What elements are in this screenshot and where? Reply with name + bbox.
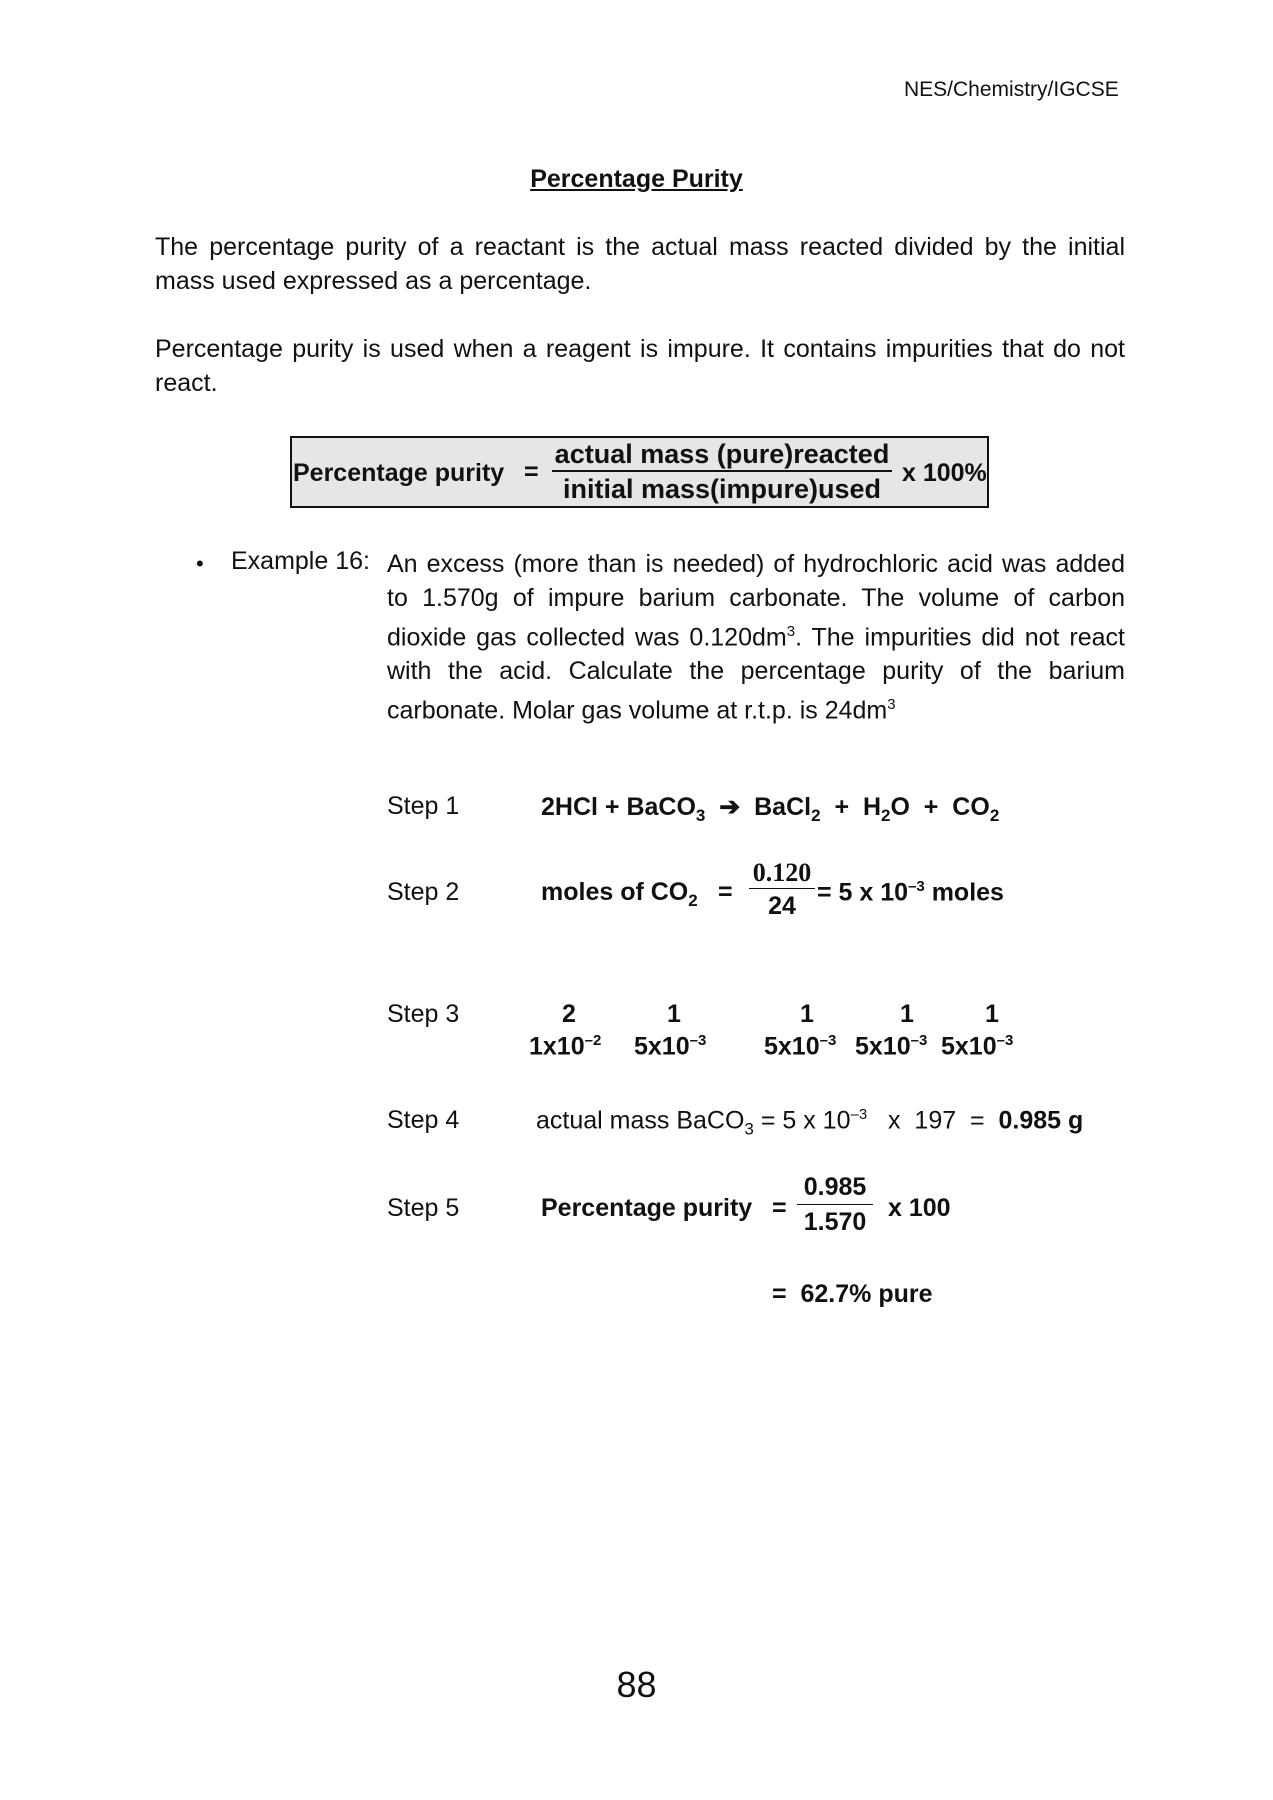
formula-fraction bbox=[552, 438, 892, 506]
page-title: Percentage Purity bbox=[530, 165, 743, 193]
formula-label: Percentage purity bbox=[293, 459, 505, 487]
step-2-fraction bbox=[749, 858, 815, 923]
final-answer: = 62.7% pure bbox=[772, 1280, 933, 1308]
moles-h2o: $5x10^{-3}$ bbox=[855, 1032, 928, 1061]
ratio-hcl: 2 bbox=[562, 1000, 576, 1028]
ratio-bacl2: 1 bbox=[800, 1000, 814, 1028]
moles-co2: $5x10^{-3}$ bbox=[941, 1032, 1014, 1061]
formula-denominator: initial mass(impure)used bbox=[562, 474, 882, 504]
moles-baco3: $5x10^{-3}$ bbox=[634, 1032, 707, 1061]
formula-numerator: actual mass (pure)reacted bbox=[554, 439, 890, 469]
percentage-purity-label: Percentage purity bbox=[541, 1194, 753, 1222]
step-1-label: Step 1 bbox=[387, 792, 460, 820]
percentage-purity-formula bbox=[290, 436, 989, 508]
step-2-label: Step 2 bbox=[387, 878, 460, 906]
moles-co2-label: moles of $CO_2$ bbox=[541, 878, 698, 910]
ratio-h2o: 1 bbox=[900, 1000, 914, 1028]
actual-mass-calculation: actual mass BaCO$_3$ = 5 x $10^{-3}$ x 197 = 0.985 g bbox=[536, 1106, 1084, 1139]
step-3-label: Step 3 bbox=[387, 1000, 460, 1028]
example-label: Example 16: bbox=[231, 547, 370, 575]
step-5-label: Step 5 bbox=[387, 1194, 460, 1222]
formula-multiplier: x 100% bbox=[902, 459, 987, 487]
reaction-arrow-icon: ➔ bbox=[705, 793, 755, 821]
step-5-denominator: 1.570 bbox=[803, 1208, 867, 1236]
step-2-equals: = bbox=[718, 878, 733, 906]
formula-equals: = bbox=[524, 458, 539, 486]
step-5-multiplier: x 100 bbox=[888, 1194, 951, 1222]
step-5-fraction bbox=[797, 1170, 873, 1239]
step-1-equation: 2HCl + BaCO$_3$ ➔ BaCl$_2$ + $H_2O + CO_2$ bbox=[541, 793, 1000, 825]
actual-mass-result: 0.985 g bbox=[998, 1106, 1084, 1135]
page-number: 88 bbox=[616, 1664, 657, 1705]
course-header: NES/Chemistry/IGCSE bbox=[904, 78, 1119, 101]
definition-paragraph: The percentage purity of a reactant is the actual mass reacted divided by the initial mass used expressed as a percentage. bbox=[155, 233, 1125, 295]
bullet-icon: • bbox=[196, 551, 204, 576]
example-text: An excess (more than is needed) of hydrochloric acid was added to 1.570g of impure barium carbonate. The volume of carbon dioxide gas collected was $0.120dm^3$. The impurities did not react with the acid. Calculate the percentage purity of the barium carbonate. Molar gas volume at r.t.p. is $24dm^3$ bbox=[387, 550, 1126, 725]
step-2-result: = 5 x $10^{-3}$ moles bbox=[817, 878, 1004, 907]
step-5-numerator: 0.985 bbox=[803, 1173, 867, 1201]
ratio-co2: 1 bbox=[985, 1000, 999, 1028]
step-5-equals: = bbox=[772, 1194, 787, 1222]
usage-paragraph: Percentage purity is used when a reagent is impure. It contains impurities that do not react. bbox=[155, 335, 1125, 397]
moles-bacl2: $5x10^{-3}$ bbox=[764, 1032, 837, 1061]
moles-hcl: $1x10^{-2}$ bbox=[529, 1032, 602, 1061]
step-2-denominator: 24 bbox=[768, 892, 796, 920]
step-2-numerator: 0.120 bbox=[752, 858, 812, 887]
step-4-label: Step 4 bbox=[387, 1106, 460, 1134]
ratio-baco3: 1 bbox=[667, 1000, 681, 1028]
